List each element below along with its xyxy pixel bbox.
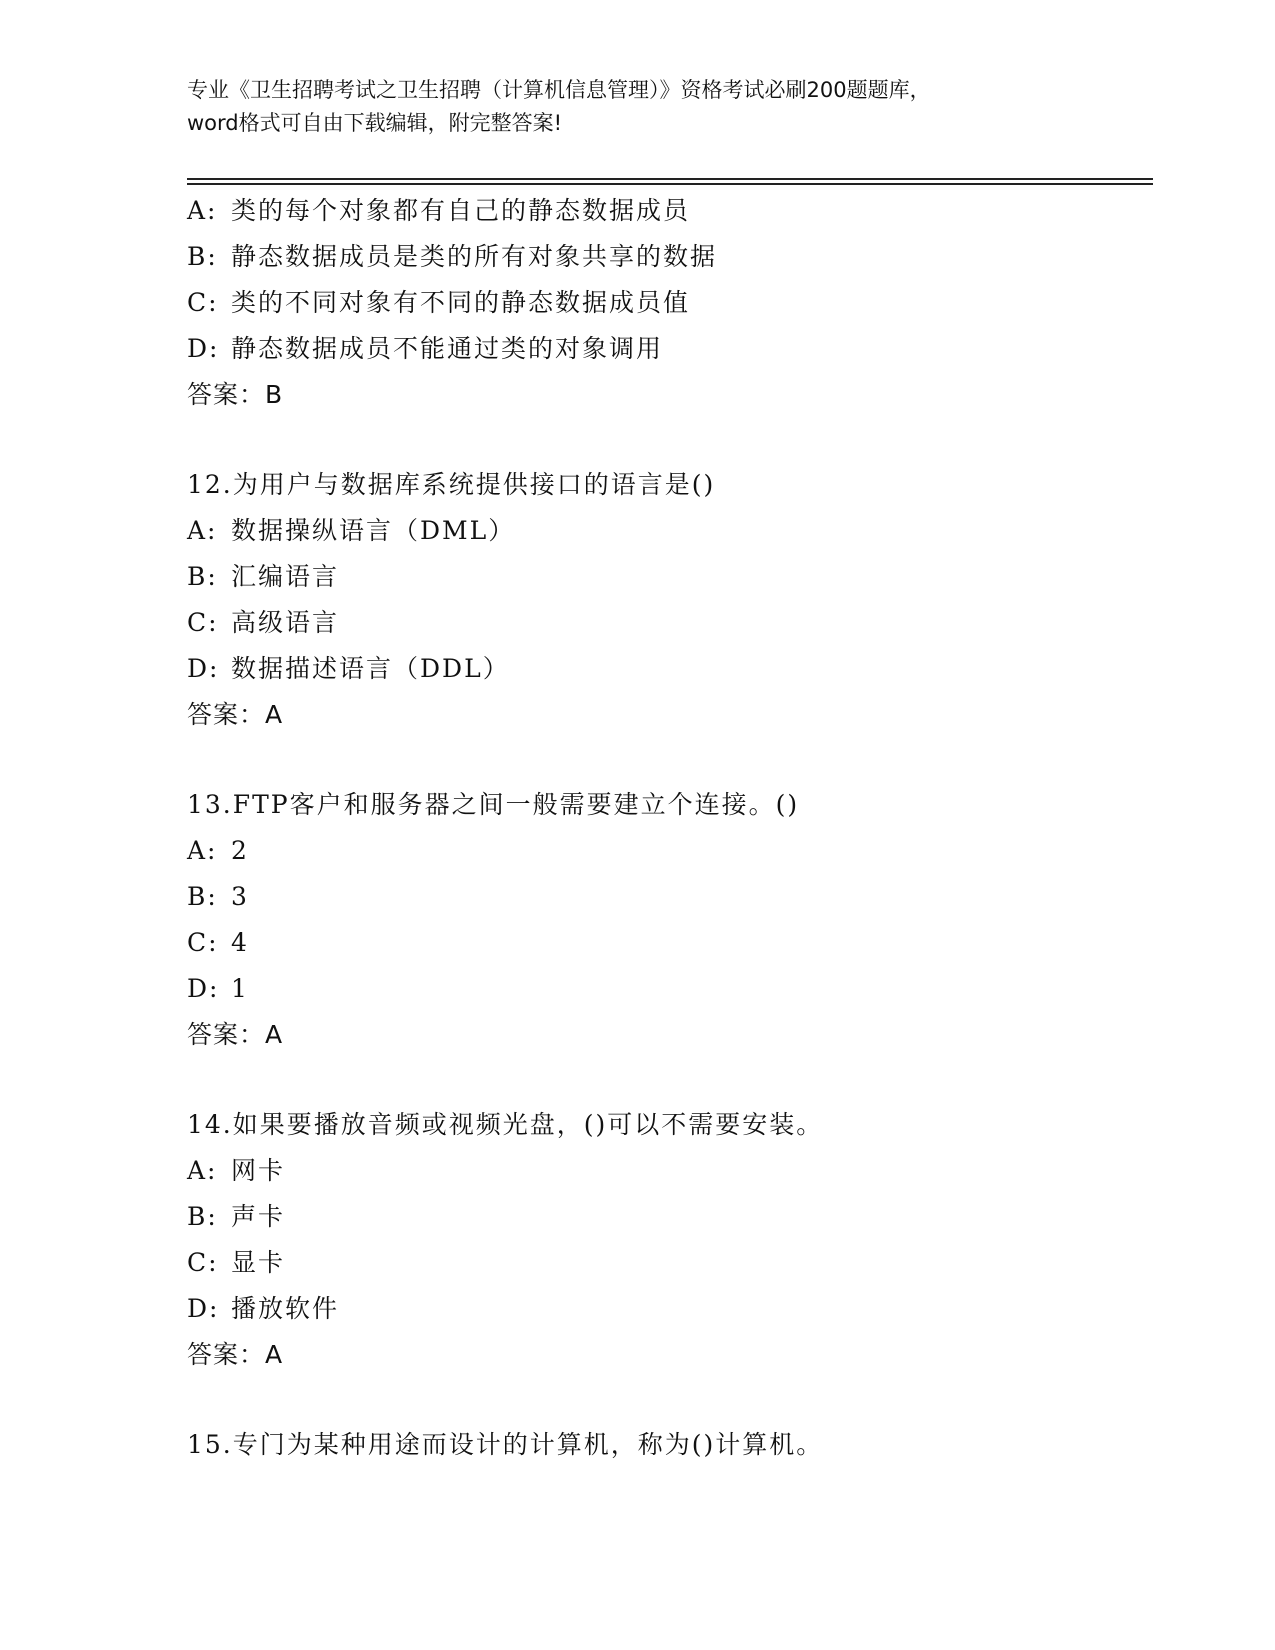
option-text: 数据操纵语言（DML） (231, 516, 516, 545)
option-letter: C: (187, 928, 219, 957)
option-d (187, 1286, 1147, 1332)
option-a (187, 508, 1147, 554)
option-b (187, 554, 1147, 600)
question-block-12 (187, 462, 1147, 738)
question-text: 13.FTP客户和服务器之间一般需要建立个连接。() (187, 790, 800, 819)
option-text: 播放软件 (231, 1294, 340, 1323)
option-letter: A: (187, 516, 218, 545)
option-a (187, 188, 1147, 234)
option-text: 2 (231, 836, 249, 865)
option-text: 类的每个对象都有自己的静态数据成员 (231, 196, 691, 225)
answer-line: 答案：A (187, 1340, 284, 1369)
header-line-2: word格式可自由下载编辑，附完整答案! (187, 111, 563, 135)
option-c (187, 1240, 1147, 1286)
question-block-15 (187, 1422, 1147, 1468)
option-letter: C: (187, 608, 219, 637)
option-letter: D: (187, 974, 220, 1003)
question-text: 14.如果要播放音频或视频光盘，()可以不需要安装。 (187, 1110, 824, 1139)
option-letter: A: (187, 836, 218, 865)
option-text: 静态数据成员不能通过类的对象调用 (231, 334, 664, 363)
option-text: 高级语言 (231, 608, 340, 637)
option-letter: A: (187, 196, 218, 225)
document-header (187, 74, 1087, 140)
spacer (187, 1058, 1147, 1102)
option-letter: C: (187, 288, 219, 317)
option-a (187, 1148, 1147, 1194)
answer-line: 答案：B (187, 380, 284, 409)
header-line-1: 专业《卫生招聘考试之卫生招聘（计算机信息管理）》资格考试必刷200题题库， (187, 78, 931, 102)
option-text: 静态数据成员是类的所有对象共享的数据 (231, 242, 718, 271)
answer-line: 答案：A (187, 1020, 284, 1049)
option-letter: B: (187, 242, 218, 271)
option-d (187, 966, 1147, 1012)
option-letter: B: (187, 562, 218, 591)
spacer (187, 418, 1147, 462)
option-d (187, 326, 1147, 372)
option-c (187, 920, 1147, 966)
question-block-13 (187, 782, 1147, 1058)
option-text: 数据描述语言（DDL） (231, 654, 510, 683)
option-b (187, 234, 1147, 280)
option-letter: B: (187, 882, 218, 911)
question-block-14 (187, 1102, 1147, 1378)
option-letter: C: (187, 1248, 219, 1277)
option-text: 声卡 (231, 1202, 286, 1231)
option-letter: D: (187, 334, 220, 363)
answer-line: 答案：A (187, 700, 284, 729)
option-c (187, 280, 1147, 326)
option-text: 类的不同对象有不同的静态数据成员值 (231, 288, 691, 317)
option-b (187, 874, 1147, 920)
option-letter: D: (187, 654, 220, 683)
option-text: 显卡 (231, 1248, 286, 1277)
option-text: 网卡 (231, 1156, 286, 1185)
spacer (187, 738, 1147, 782)
option-letter: D: (187, 1294, 220, 1323)
option-text: 汇编语言 (231, 562, 340, 591)
header-divider-top (187, 178, 1153, 180)
spacer (187, 1378, 1147, 1422)
question-block-11 (187, 188, 1147, 418)
option-letter: B: (187, 1202, 218, 1231)
option-text: 1 (231, 974, 249, 1003)
header-divider-bottom (187, 183, 1153, 185)
question-list (187, 188, 1147, 1468)
question-text: 12.为用户与数据库系统提供接口的语言是() (187, 470, 716, 499)
option-text: 3 (231, 882, 249, 911)
option-d (187, 646, 1147, 692)
question-text: 15.专门为某种用途而设计的计算机，称为()计算机。 (187, 1430, 824, 1459)
option-a (187, 828, 1147, 874)
option-text: 4 (231, 928, 249, 957)
option-letter: A: (187, 1156, 218, 1185)
option-b (187, 1194, 1147, 1240)
option-c (187, 600, 1147, 646)
